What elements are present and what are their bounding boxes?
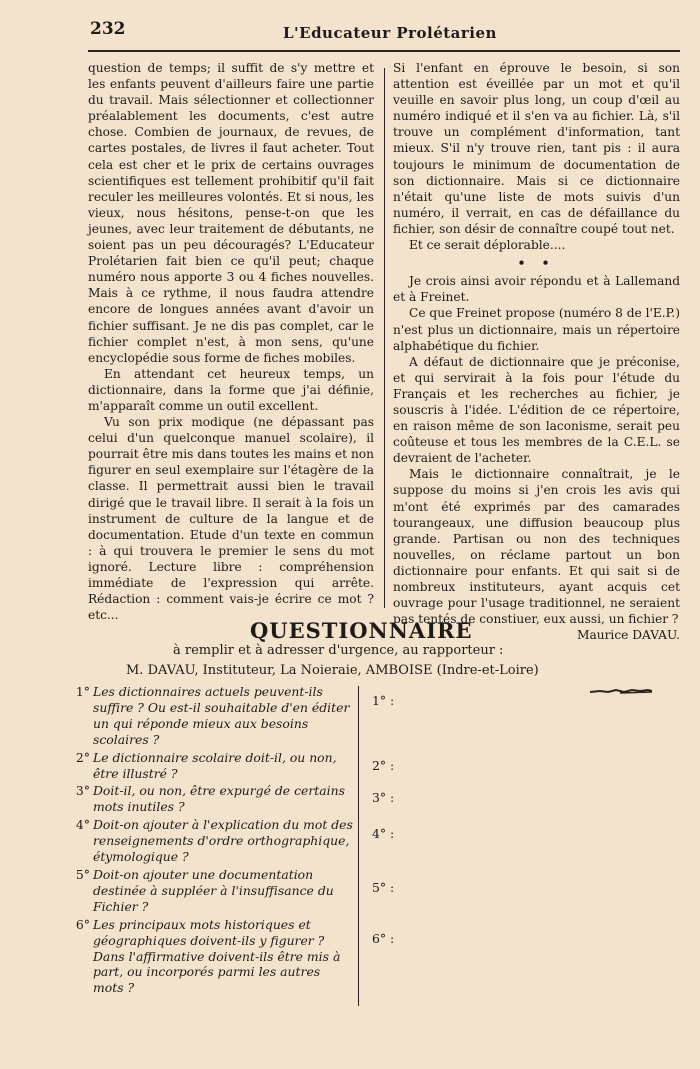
question-text: Le dictionnaire scolaire doit-il, ou non, être illustré ?: [93, 749, 337, 781]
question-number: 5°: [75, 866, 90, 882]
column-divider: [384, 68, 385, 608]
answer-field-6[interactable]: 6° :: [372, 931, 395, 946]
questionnaire-title: QUESTIONNAIRE: [250, 618, 473, 643]
question-number: 1°: [75, 684, 90, 699]
section-separator: • •: [517, 256, 556, 271]
question-item: [60, 783, 354, 815]
questionnaire-address: M. DAVAU, Instituteur, La Noieraie, AMBOISE (Indre-et-Loire): [126, 663, 539, 678]
article-right-column: [393, 60, 680, 643]
question-text: Les dictionnaires actuels peuvent-ils suffire ? Ou est-il souhaitable d'en éditer un qui réponde mieux aux besoins scolaires ?: [93, 684, 350, 747]
ink-mark: [590, 688, 652, 694]
article-left-column: [88, 60, 374, 623]
paragraph: Je crois ainsi avoir répondu et à Lallemand et à Freinet.: [393, 274, 680, 305]
answer-divider: [358, 686, 359, 1006]
question-item: [60, 917, 354, 997]
journal-title: L'Educateur Prolétarien: [283, 24, 497, 42]
paragraph: Si l'enfant en éprouve le besoin, si son attention est éveillée par un mot et qu'il veuille en savoir plus long, un coup d'œil au numéro indiqué et il s'en va au fichier. Là, s'il trouve un complément d'information, tant mieux. S'il n'y trouve rien, tant pis : il aura toujours le minimum de documentation de son dictionnaire. Mais si ce dictionnaire n'était qu'une liste de mots suivis d'un numéro, il verrait, en cas de défaillance du fichier, son désir de connaître coupé tout net.: [393, 61, 680, 236]
question-number: 4°: [75, 817, 90, 833]
question-text: Doit-il, ou non, être expurgé de certains mots inutiles ?: [93, 783, 345, 815]
answer-field-1[interactable]: 1° :: [372, 693, 395, 708]
question-text: Doit-on ajouter une documentation destinée à suppléer à l'insuffisance du Fichier ?: [93, 866, 334, 914]
paragraph: Mais le dictionnaire connaîtrait, je le suppose du moins si j'en crois les avis qui m'ont été exprimés par des camarades tourangeaux, une diffusion beaucoup plus grande. Partisan ou non des techniques nouvelles, on réclame partout un bon dictionnaire pour enfants. Et qui sait si de nombreux instituteurs, ayant acquis cet ouvrage pour l'usage traditionnel, ne seraient pas tentés de constiuer, eux aussi, un fichier ?: [393, 467, 680, 627]
answer-field-5[interactable]: 5° :: [372, 880, 395, 895]
answer-field-2[interactable]: 2° :: [372, 758, 395, 773]
paragraph: A défaut de dictionnaire que je préconise, et qui servirait à la fois pour l'étude du Français et les recherches au fichier, je souscris à l'idée. L'édition de ce répertoire, en raison même de son laconisme, serait peu coûteuse et tous les membres de la C.E.L. se devraient de l'acheter.: [393, 354, 680, 466]
paragraph: Et ce serait déplorable....: [409, 238, 566, 253]
answer-field-4[interactable]: 4° :: [372, 826, 395, 841]
paragraph: question de temps; il suffit de s'y mettre et les enfants peuvent d'ailleurs faire une partie du travail. Mais sélectionner et collectionner préalablement les documents, c'est autre chose. Combien de journaux, de revues, de cartes postales, de livres il faut acheter. Tout cela est cher et le prix de certains ouvrages scientifiques est tellement prohibitif qu'il fait reculer les meilleures volontés. Et si nous, les vieux, nous hésitons, pense-t-on que les jeunes, avec leur traitement de débutants, ne soient pas un peu découragés? L'Educateur Prolétarien fait bien ce qu'il peut; chaque numéro nous apporte 3 ou 4 fiches nouvelles. Mais à ce rythme, il nous faudra attendre encore de longues années avant d'avoir un fichier suffisant. Je ne dis pas complet, car le fichier complet n'est, à mon sens, qu'une encyclopédie sous forme de fiches mobiles.: [88, 61, 374, 365]
author-signature: Maurice DAVAU.: [577, 628, 680, 643]
question-number: 2°: [75, 749, 90, 765]
header-rule: [88, 50, 680, 52]
question-text: Les principaux mots historiques et géographiques doivent-ils y figurer ? Dans l'affirmative doivent-ils être mis à part, ou incorporés parmi les autres mots ?: [93, 916, 341, 996]
answer-field-3[interactable]: 3° :: [372, 790, 395, 805]
paragraph: Vu son prix modique (ne dépassant pas celui d'un quelconque manuel scolaire), il pourrait être mis dans toutes les mains et non figurer en seul exemplaire sur l'étagère de la classe. Il permettrait aussi bien le travail dirigé que le travail libre. Il serait à la fois un instrument de culture de la langue et de documentation. Etude d'un texte en commun : à qui trouvera le premier le sens du mot ignoré. Lecture libre : compréhension immédiate de l'expression qui arrête. Rédaction : comment vais-je écrire ce mot ? etc...: [88, 415, 374, 623]
question-item: [60, 750, 354, 782]
question-item: [60, 867, 354, 915]
question-item: [60, 817, 354, 865]
question-text: Doit-on ajouter à l'explication du mot des renseignements d'ordre orthographique, étymologique ?: [93, 817, 353, 865]
question-list: [60, 684, 354, 998]
page-number: 232: [90, 19, 126, 39]
question-number: 3°: [75, 783, 90, 799]
questionnaire-instruction: à remplir et à adresser d'urgence, au rapporteur :: [173, 643, 504, 658]
paragraph: Ce que Freinet propose (numéro 8 de l'E.P.) n'est plus un dictionnaire, mais un répertoire alphabétique du fichier.: [393, 306, 680, 353]
question-item: [60, 684, 354, 748]
question-number: 6°: [75, 916, 90, 932]
paragraph: En attendant cet heureux temps, un dictionnaire, dans la forme que j'ai définie, m'apparaît comme un outil excellent.: [88, 366, 374, 413]
